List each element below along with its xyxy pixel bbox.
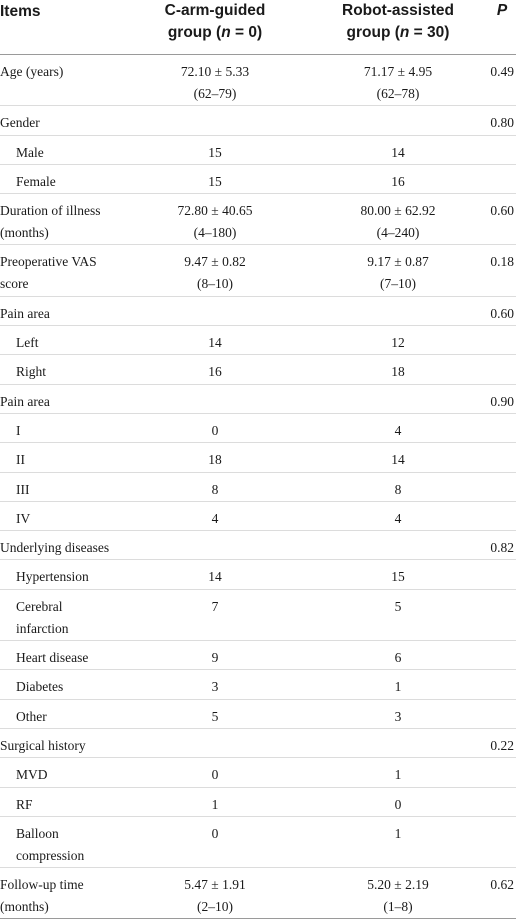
item-cell [16,142,44,164]
robot-cell-line: 15 [391,569,405,585]
robot-cell-line: 0 [394,796,402,812]
robot-cell-line: 80.00 ± 62.92 [360,203,436,219]
item-cell-line: Diabetes [16,679,64,695]
robot-cell [318,332,478,354]
item-cell-line: Preoperative VAS [0,254,97,270]
item-cell [0,200,101,244]
robot-cell-line: 3 [394,708,402,724]
robot-cell [318,251,478,295]
table-row [0,868,516,919]
p-value-cell: 0.90 [490,393,514,409]
robot-cell [318,874,478,918]
item-cell-line: IV [16,510,31,526]
robot-cell-line: 4 [394,510,402,526]
c-arm-cell [135,647,295,669]
robot-cell-line: 14 [391,144,405,160]
item-cell [16,420,21,442]
robot-cell-line: 16 [391,173,405,189]
table-row [0,788,516,817]
item-cell [16,794,33,816]
c-arm-cell [135,566,295,588]
table-row [0,194,516,245]
c-arm-cell-line: 7 [211,598,219,614]
c-arm-cell-line: 14 [208,569,222,585]
c-arm-cell-line: 16 [208,364,222,380]
table-row [0,385,516,414]
table-row [0,355,516,384]
c-arm-cell-line: (62–79) [193,86,237,101]
header-robot-n: n [399,24,410,41]
table-row [0,560,516,589]
robot-cell [318,61,478,105]
c-arm-cell-line: (2–10) [197,899,233,915]
table-row [0,136,516,165]
robot-cell-line: 8 [394,481,402,497]
c-arm-cell-line: 4 [211,510,219,526]
table-row [0,729,516,758]
robot-cell [318,508,478,530]
c-arm-cell [135,823,295,845]
item-cell-line: I [16,422,21,438]
c-arm-cell-line: 5.47 ± 1.91 [184,877,246,893]
item-cell-line: Hypertension [16,569,89,585]
robot-cell-line: 4 [394,422,402,438]
c-arm-cell-line: 9 [211,650,219,666]
header-robot-prefix: group ( [346,24,400,41]
p-value-cell: 0.60 [490,203,514,219]
item-cell-line: Underlying diseases [0,540,110,556]
item-cell-line: Age (years) [0,64,64,79]
c-arm-cell-line: 5 [211,708,219,724]
header-c-arm-prefix: group ( [167,24,222,41]
c-arm-cell-line: (4–180) [193,225,237,241]
item-cell-line: Pain area [0,305,50,321]
item-cell-line: Male [16,144,44,160]
robot-cell [318,676,478,698]
header-c-arm-line1: C-arm-guided [164,2,266,19]
item-cell-line: Follow-up time [0,877,84,893]
item-cell-line: Female [16,173,56,189]
table-row [0,817,516,868]
item-cell [16,706,47,728]
p-value-cell: 0.62 [490,877,514,893]
item-cell [0,735,86,757]
table-row [0,106,516,135]
header-robot-suffix: = 30) [409,24,450,41]
item-cell-line: compression [16,847,85,863]
item-cell [16,479,30,501]
item-cell-line: RF [16,796,33,812]
item-cell [16,647,88,669]
robot-cell [318,706,478,728]
c-arm-cell [135,420,295,442]
item-cell [16,596,68,640]
c-arm-cell [135,794,295,816]
item-cell-line: Balloon [16,825,59,841]
c-arm-cell-line: 72.10 ± 5.33 [180,64,250,79]
robot-cell [318,171,478,193]
c-arm-cell [135,508,295,530]
header-items: Items [0,3,41,20]
table-row [0,326,516,355]
c-arm-cell [135,361,295,383]
robot-cell [318,479,478,501]
header-c-arm-group [135,0,295,44]
robot-cell-line: 18 [391,364,405,380]
item-cell-line: Duration of illness [0,203,101,219]
robot-cell [318,142,478,164]
robot-cell-line: 5 [394,598,402,614]
item-cell [0,391,50,413]
robot-cell-line: 6 [394,650,402,666]
c-arm-cell-line: 18 [208,452,222,468]
c-arm-cell [135,200,295,244]
table-row [0,641,516,670]
c-arm-cell-line: 0 [211,825,219,841]
table-row [0,758,516,787]
c-arm-cell [135,142,295,164]
c-arm-cell-line: 8 [211,481,219,497]
robot-cell-line: 1 [394,679,402,695]
c-arm-cell [135,479,295,501]
c-arm-cell [135,332,295,354]
item-cell [16,676,63,698]
item-cell [16,171,56,193]
table-row [0,443,516,472]
header-c-arm-n: n [221,24,231,41]
c-arm-cell-line: (8–10) [197,276,233,292]
item-cell-line: Other [16,708,47,724]
robot-cell-line: 14 [391,452,405,468]
item-cell [16,508,30,530]
table-row [0,55,516,106]
c-arm-cell [135,874,295,918]
header-c-arm-suffix: = 0) [230,24,263,41]
item-cell-line: Pain area [0,393,50,409]
robot-cell [318,566,478,588]
p-value-cell: 0.49 [490,64,514,79]
item-cell-line: Gender [0,115,40,131]
c-arm-cell-line: 9.47 ± 0.82 [184,254,246,270]
c-arm-cell [135,449,295,471]
p-value-cell: 0.80 [490,115,514,131]
robot-cell-line: (1–8) [383,899,413,915]
robot-cell-line: 9.17 ± 0.87 [367,254,429,270]
robot-cell-line: 12 [391,335,405,351]
item-cell [0,61,63,83]
table-body [0,55,516,919]
robot-cell-line: (7–10) [380,276,416,292]
c-arm-cell [135,251,295,295]
c-arm-cell-line: 0 [211,422,219,438]
c-arm-cell-line: 15 [208,144,222,160]
robot-cell [318,647,478,669]
item-cell-line: Right [16,364,47,380]
p-value-cell: 0.60 [490,305,514,321]
item-cell-line: Cerebral [16,598,63,614]
robot-cell-line: 71.17 ± 4.95 [363,64,433,79]
robot-cell-line: 1 [394,767,402,783]
item-cell-line: III [16,481,30,497]
c-arm-cell [135,596,295,618]
c-arm-cell-line: 3 [211,679,219,695]
robot-cell [318,420,478,442]
table-row [0,590,516,641]
robot-cell-line: (62–78) [376,86,420,101]
p-value-cell: 0.82 [490,540,514,556]
robot-cell [318,823,478,845]
item-cell [16,764,48,786]
table-row [0,700,516,729]
header-p-value: P [496,2,508,19]
item-cell-line: II [16,452,25,468]
c-arm-cell-line: 15 [208,173,222,189]
robot-cell [318,200,478,244]
robot-cell-line: 5.20 ± 2.19 [367,877,429,893]
item-cell-line: Left [16,335,39,351]
item-cell-line: Surgical history [0,737,86,753]
robot-cell [318,361,478,383]
item-cell-line: score [0,276,29,292]
item-cell [0,251,97,295]
robot-cell [318,794,478,816]
item-cell [16,449,25,471]
table-row [0,297,516,326]
item-cell [16,332,39,354]
table-row [0,670,516,699]
table-row [0,531,516,560]
c-arm-cell-line: 72.80 ± 40.65 [177,203,253,219]
item-cell [0,303,50,325]
robot-cell-line: 1 [394,825,402,841]
item-cell [0,537,109,559]
header-robot-line2 [318,22,478,44]
robot-cell [318,596,478,618]
c-arm-cell [135,61,295,105]
table-row [0,414,516,443]
c-arm-cell [135,676,295,698]
robot-cell [318,449,478,471]
header-robot-group [318,0,478,44]
robot-cell-line: (4–240) [376,225,420,241]
header-robot-line1: Robot-assisted [342,2,454,19]
p-value-cell: 0.18 [490,254,514,270]
p-value-cell: 0.22 [490,737,514,753]
c-arm-cell-line: 0 [211,767,219,783]
table-row [0,502,516,531]
c-arm-cell-line: 1 [211,796,219,812]
item-cell-line: (months) [0,225,49,241]
table-row [0,473,516,502]
item-cell [16,566,89,588]
item-cell [16,361,46,383]
item-cell [0,112,40,134]
item-cell-line: MVD [16,767,48,783]
item-cell-line: (months) [0,899,49,915]
item-cell-line: infarction [16,620,69,636]
table-row [0,245,516,296]
c-arm-cell [135,171,295,193]
table-row [0,165,516,194]
robot-cell [318,764,478,786]
c-arm-cell-line: 14 [208,335,222,351]
item-cell-line: Heart disease [16,650,89,666]
table-header [0,0,516,55]
c-arm-cell [135,706,295,728]
c-arm-cell [135,764,295,786]
item-cell [0,874,84,918]
header-c-arm-line2 [135,22,295,44]
item-cell [16,823,84,867]
